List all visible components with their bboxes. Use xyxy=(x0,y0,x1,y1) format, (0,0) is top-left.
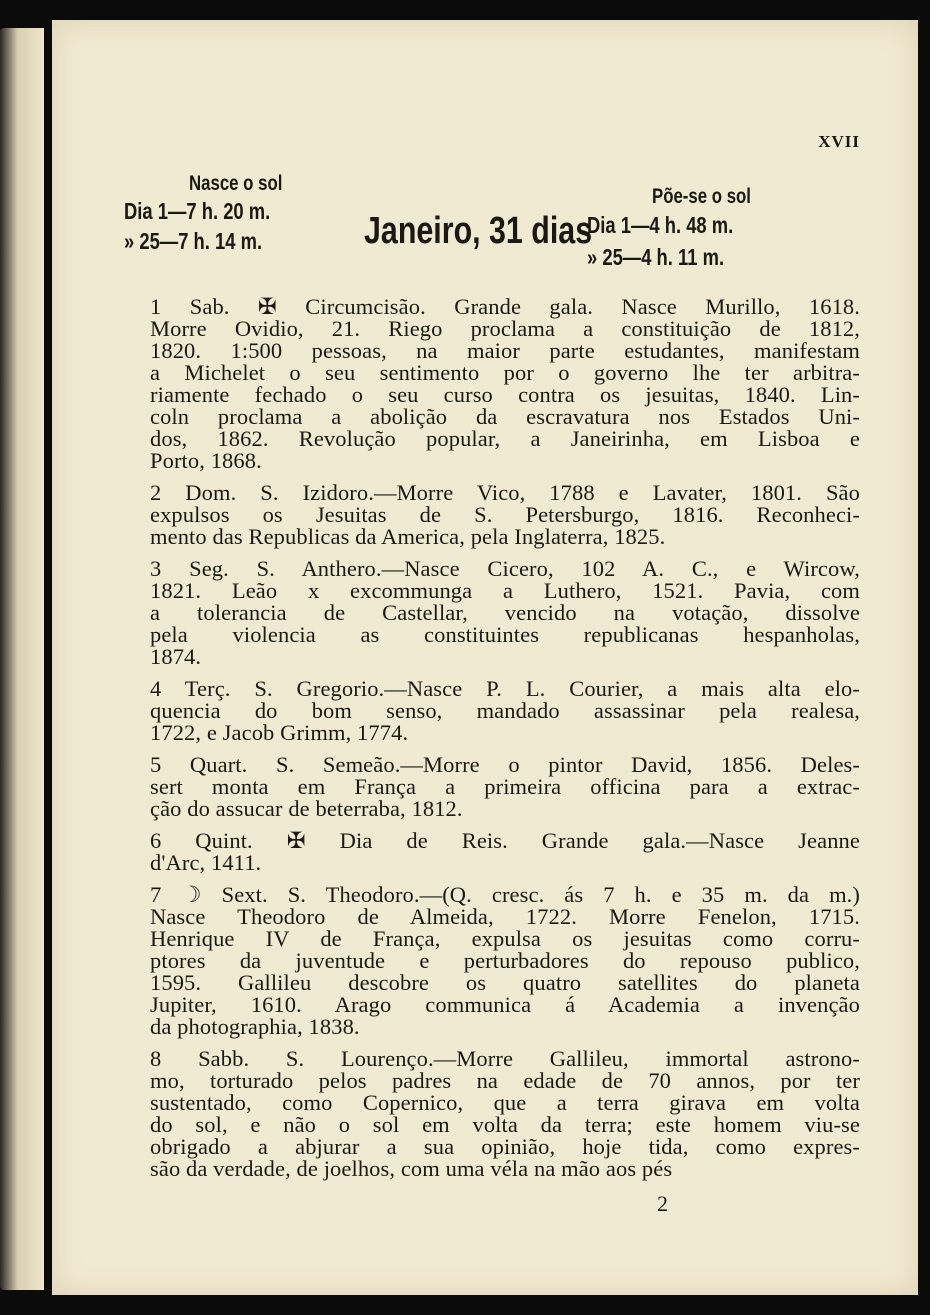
sunrise-row: Dia 1—7 h. 20 m. xyxy=(124,198,271,224)
entry-line: expulsos os Jesuitas de S. Petersburgo, 1816. Reconheci- xyxy=(150,502,860,527)
entry-line: 1595. Gallileu descobre os quatro satellites do planeta xyxy=(150,970,860,995)
sunset-row: Dia 1—4 h. 48 m. xyxy=(587,212,734,238)
entry-line: do sol, e não o sol em volta da terra; este homem viu-se xyxy=(150,1112,860,1137)
entry-line: Jupiter, 1610. Arago communica á Academia a invenção xyxy=(150,992,860,1017)
entry-line: d'Arc, 1411. xyxy=(150,850,262,875)
entry-line: Porto, 1868. xyxy=(150,448,262,473)
sunrise-label: Nasce o sol xyxy=(189,172,283,195)
month-title: Janeiro, 31 dias xyxy=(364,210,593,252)
book-left-edge xyxy=(0,28,44,1290)
calendar-entry xyxy=(150,558,860,668)
calendar-entry xyxy=(150,830,860,874)
entry-line: Morre Ovidio, 21. Riego proclama a constituição de 1812, xyxy=(150,316,860,341)
entry-line: pela violencia as constituintes republicanas hespanholas, xyxy=(150,622,860,647)
sunset-label: Põe-se o sol xyxy=(652,185,751,208)
entry-line: Henrique IV de França, expulsa os jesuitas como corru- xyxy=(150,926,860,951)
calendar-entries xyxy=(150,296,860,1190)
calendar-entry xyxy=(150,1048,860,1180)
entry-line: 2 Dom. S. Izidoro.—Morre Vico, 1788 e Lavater, 1801. São xyxy=(150,480,860,505)
entry-line: Nasce Theodoro de Almeida, 1722. Morre Fenelon, 1715. xyxy=(150,904,860,929)
sunrise-block xyxy=(124,172,307,256)
roman-folio: XVII xyxy=(818,132,860,151)
entry-line: mo, torturado pelos padres na edade de 70 annos, por ter xyxy=(150,1068,860,1093)
entry-line: 1874. xyxy=(150,644,202,669)
book-page xyxy=(52,20,918,1295)
sunset-row: » 25—4 h. 11 m. xyxy=(587,244,725,270)
entry-line: obrigado a abjurar a sua opinião, hoje tida, como expres- xyxy=(150,1134,860,1159)
calendar-entry xyxy=(150,754,860,820)
entry-line: riamente fechado o seu curso contra os jesuitas, 1840. Lin- xyxy=(150,382,860,407)
entry-line: 4 Terç. S. Gregorio.—Nasce P. L. Courier, a mais alta elo- xyxy=(150,676,860,701)
entry-line: 1820. 1:500 pessoas, na maior parte estudantes, manifestam xyxy=(150,338,860,363)
entry-line: a tolerancia de Castellar, vencido na votação, dissolve xyxy=(150,600,860,625)
entry-line: 5 Quart. S. Semeão.—Morre o pintor David, 1856. Deles- xyxy=(150,752,860,777)
calendar-entry xyxy=(150,678,860,744)
entry-line: ção do assucar de beterraba, 1812. xyxy=(150,796,463,821)
entry-line: a Michelet o seu sentimento por o governo lhe ter arbitra- xyxy=(150,360,860,385)
calendar-entry xyxy=(150,482,860,548)
entry-line: 8 Sabb. S. Lourenço.—Morre Gallileu, immortal astrono- xyxy=(150,1046,860,1071)
entry-line: coln proclama a abolição da escravatura nos Estados Uni- xyxy=(150,404,860,429)
calendar-entry xyxy=(150,296,860,472)
entry-line: quencia do bom senso, mandado assassinar pela realesa, xyxy=(150,698,860,723)
entry-line: 6 Quint. ✠ Dia de Reis. Grande gala.—Nasce Jeanne xyxy=(150,828,860,853)
entry-line: dos, 1862. Revolução popular, a Janeirinha, em Lisboa e xyxy=(150,426,860,451)
page-number: 2 xyxy=(657,1191,668,1216)
entry-line: 1 Sab. ✠ Circumcisão. Grande gala. Nasce Murillo, 1618. xyxy=(150,294,860,319)
entry-line: sustentado, como Copernico, que a terra girava em volta xyxy=(150,1090,860,1115)
sunrise-row: » 25—7 h. 14 m. xyxy=(124,228,263,254)
entry-line: sert monta em França a primeira officina para a extrac- xyxy=(150,774,860,799)
entry-line: ptores da juventude e perturbadores do repouso publico, xyxy=(150,948,860,973)
entry-line: 7 ☽ Sext. S. Theodoro.—(Q. cresc. ás 7 h. e 35 m. da m.) xyxy=(150,882,860,907)
calendar-entry xyxy=(150,884,860,1038)
entry-line: são da verdade, de joelhos, com uma véla na mão aos pés xyxy=(150,1156,673,1181)
entry-line: 1821. Leão x excommunga a Luthero, 1521. Pavia, com xyxy=(150,578,860,603)
entry-line: 3 Seg. S. Anthero.—Nasce Cicero, 102 A. C., e Wircow, xyxy=(150,556,860,581)
sunset-block xyxy=(587,185,776,273)
entry-line: 1722, e Jacob Grimm, 1774. xyxy=(150,720,409,745)
entry-line: da photographia, 1838. xyxy=(150,1014,360,1039)
entry-line: mento das Republicas da America, pela Inglaterra, 1825. xyxy=(150,524,666,549)
